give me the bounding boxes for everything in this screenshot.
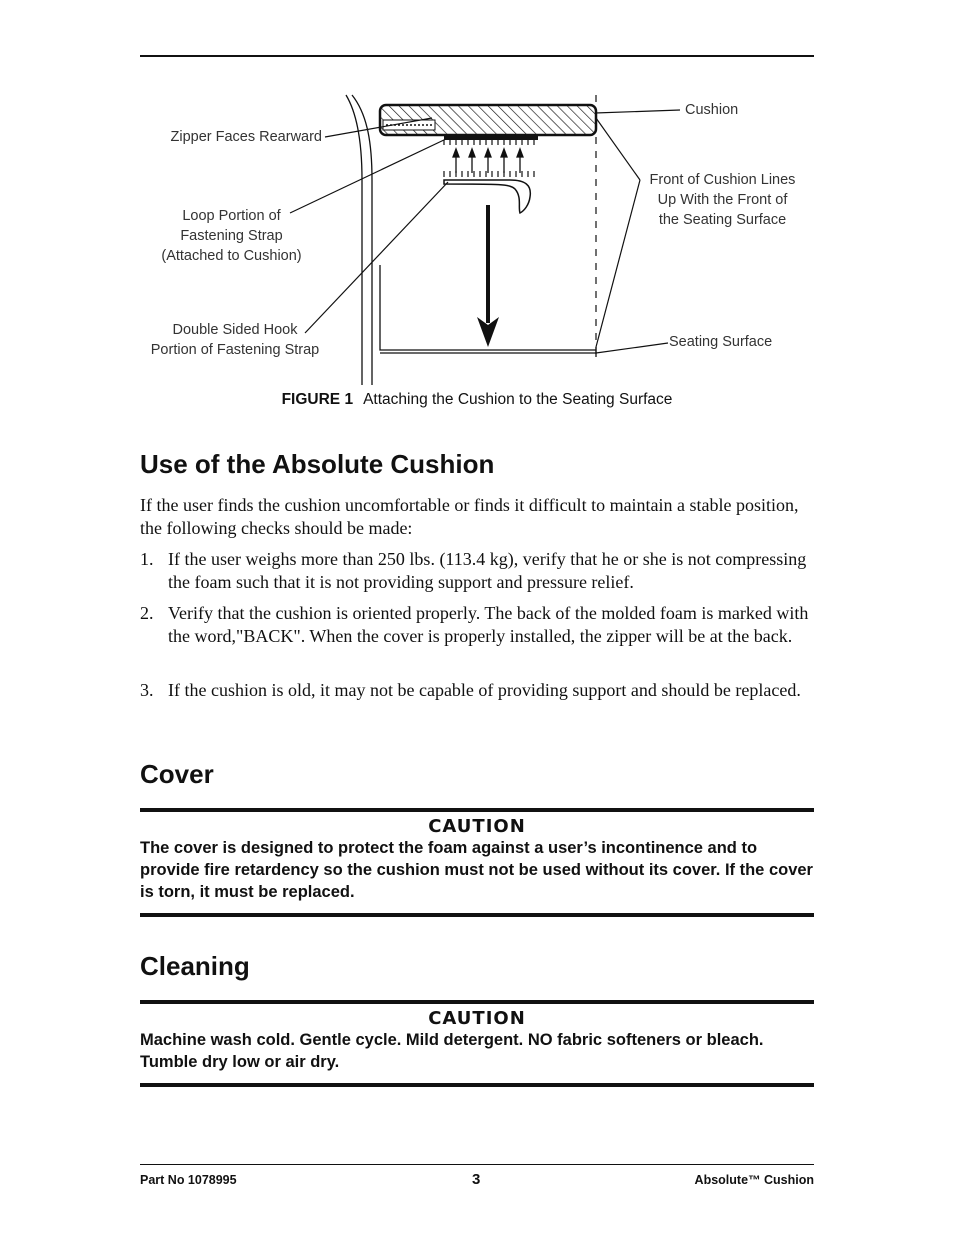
footer-product-name: Absolute™ Cushion <box>694 1173 814 1187</box>
list-item-number: 2. <box>140 603 154 623</box>
list-item-text: If the user weighs more than 250 lbs. (113.4 kg), verify that he or she is not compressing the foam such that it is not providing support and pressure relief. <box>168 549 807 592</box>
section-heading-cover: Cover <box>140 759 214 789</box>
callout-hook-portion: Double Sided Hook Portion of Fastening Strap <box>150 322 320 358</box>
section-heading-cleaning: Cleaning <box>140 951 250 981</box>
figure-caption-text: Attaching the Cushion to the Seating Surface <box>363 391 673 408</box>
figure-caption <box>140 391 814 409</box>
callout-seating-surface: Seating Surface <box>669 334 773 350</box>
list-item-number: 1. <box>140 549 154 569</box>
callout-loop-portion: Loop Portion of Fastening Strap (Attached to Cushion) <box>161 208 302 264</box>
figure-attaching-cushion <box>140 85 814 385</box>
caution-box-cover <box>140 808 814 917</box>
section-heading-use: Use of the Absolute Cushion <box>140 449 495 479</box>
list-item-text: If the cushion is old, it may not be capable of providing support and should be replaced. <box>168 680 801 700</box>
list-item-text: Verify that the cushion is oriented properly. The back of the molded foam is marked with the word,"BACK". When the cover is properly installed, the zipper will be at the back. <box>168 603 809 646</box>
callout-cushion: Cushion <box>685 102 739 118</box>
header-rule <box>140 55 814 57</box>
caution-title: CAUTION <box>428 1008 526 1029</box>
caution-box-cleaning <box>140 1000 814 1087</box>
callout-zipper: Zipper Faces Rearward <box>170 129 322 145</box>
list-item-number: 3. <box>140 680 154 700</box>
footer-part-number: Part No 1078995 <box>140 1173 237 1187</box>
use-intro-paragraph: If the user finds the cushion uncomfortable or finds it difficult to maintain a stable position, the following checks should be made: <box>140 495 799 538</box>
caution-text: The cover is designed to protect the foam against a user’s incontinence and to provide fire retardency so the cushion must not be used without its cover. If the cover is torn, it must be replaced. <box>140 839 813 901</box>
figure-number: FIGURE 1 <box>281 391 354 408</box>
callout-front-of-cushion: Front of Cushion Lines Up With the Front of the Seating Surface <box>649 172 796 228</box>
caution-text: Machine wash cold. Gentle cycle. Mild detergent. NO fabric softeners or bleach. Tumble dry low or air dry. <box>140 1031 764 1071</box>
caution-title: CAUTION <box>428 816 526 837</box>
list-item <box>140 602 820 647</box>
footer-rule <box>140 1164 814 1165</box>
list-item <box>140 548 820 593</box>
chair-back-outer <box>346 95 362 385</box>
list-item <box>140 679 820 702</box>
footer-page-number: 3 <box>472 1171 481 1188</box>
